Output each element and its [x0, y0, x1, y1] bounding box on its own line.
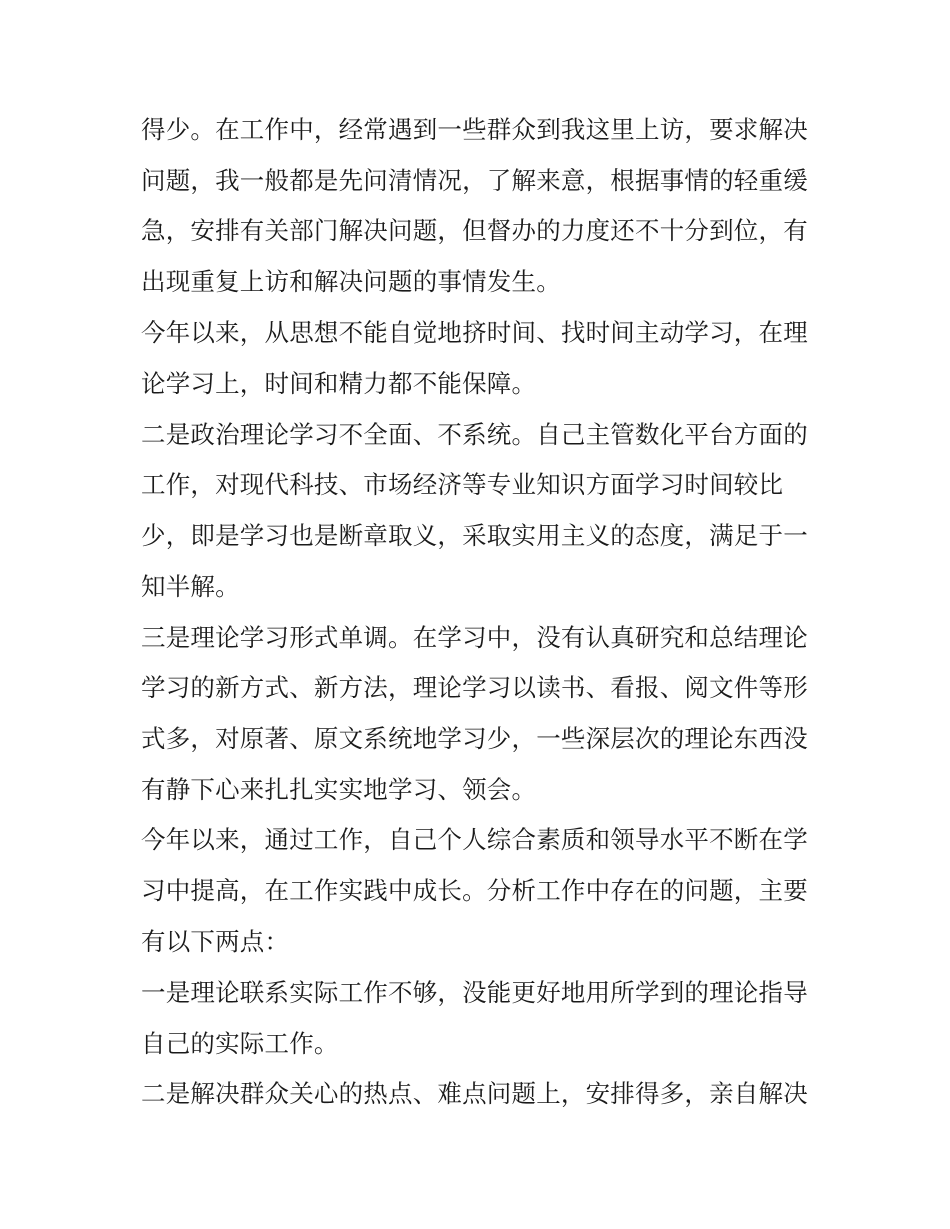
text-line: 今年以来，通过工作，自己个人综合素质和领导水平不断在学 [141, 825, 808, 854]
text-line: 得少。在工作中，经常遇到一些群众到我这里上访，要求解决 [141, 115, 808, 144]
text-line: 有静下心来扎扎实实地学习、领会。 [141, 775, 537, 804]
text-line: 自己的实际工作。 [141, 1029, 339, 1058]
text-line: 知半解。 [141, 572, 240, 601]
text-line: 问题，我一般都是先问清情况，了解来意，根据事情的轻重缓 [141, 166, 808, 195]
text-line: 工作，对现代科技、市场经济等专业知识方面学习时间较比 [141, 470, 784, 499]
text-line: 今年以来，从思想不能自觉地挤时间、找时间主动学习，在理 [141, 318, 808, 347]
text-line: 急，安排有关部门解决问题，但督办的力度还不十分到位，有 [141, 216, 808, 245]
text-line: 一是理论联系实际工作不够，没能更好地用所学到的理论指导 [141, 978, 808, 1007]
text-line: 二是解决群众关心的热点、难点问题上，安排得多，亲自解决 [141, 1079, 808, 1108]
text-line: 习中提高，在工作实践中成长。分析工作中存在的问题，主要 [141, 876, 808, 905]
text-line: 二是政治理论学习不全面、不系统。自己主管数化平台方面的 [141, 420, 808, 449]
text-line: 式多，对原著、原文系统地学习少，一些深层次的理论东西没 [141, 724, 808, 753]
text-line: 少，即是学习也是断章取义，采取实用主义的态度，满足于一 [141, 521, 808, 550]
text-line: 有以下两点： [141, 927, 290, 956]
text-line: 出现重复上访和解决问题的事情发生。 [141, 267, 561, 296]
text-line: 学习的新方式、新方法，理论学习以读书、看报、阅文件等形 [141, 673, 808, 702]
text-line: 论学习上，时间和精力都不能保障。 [141, 369, 537, 398]
text-line: 三是理论学习形式单调。在学习中，没有认真研究和总结理论 [141, 623, 808, 652]
